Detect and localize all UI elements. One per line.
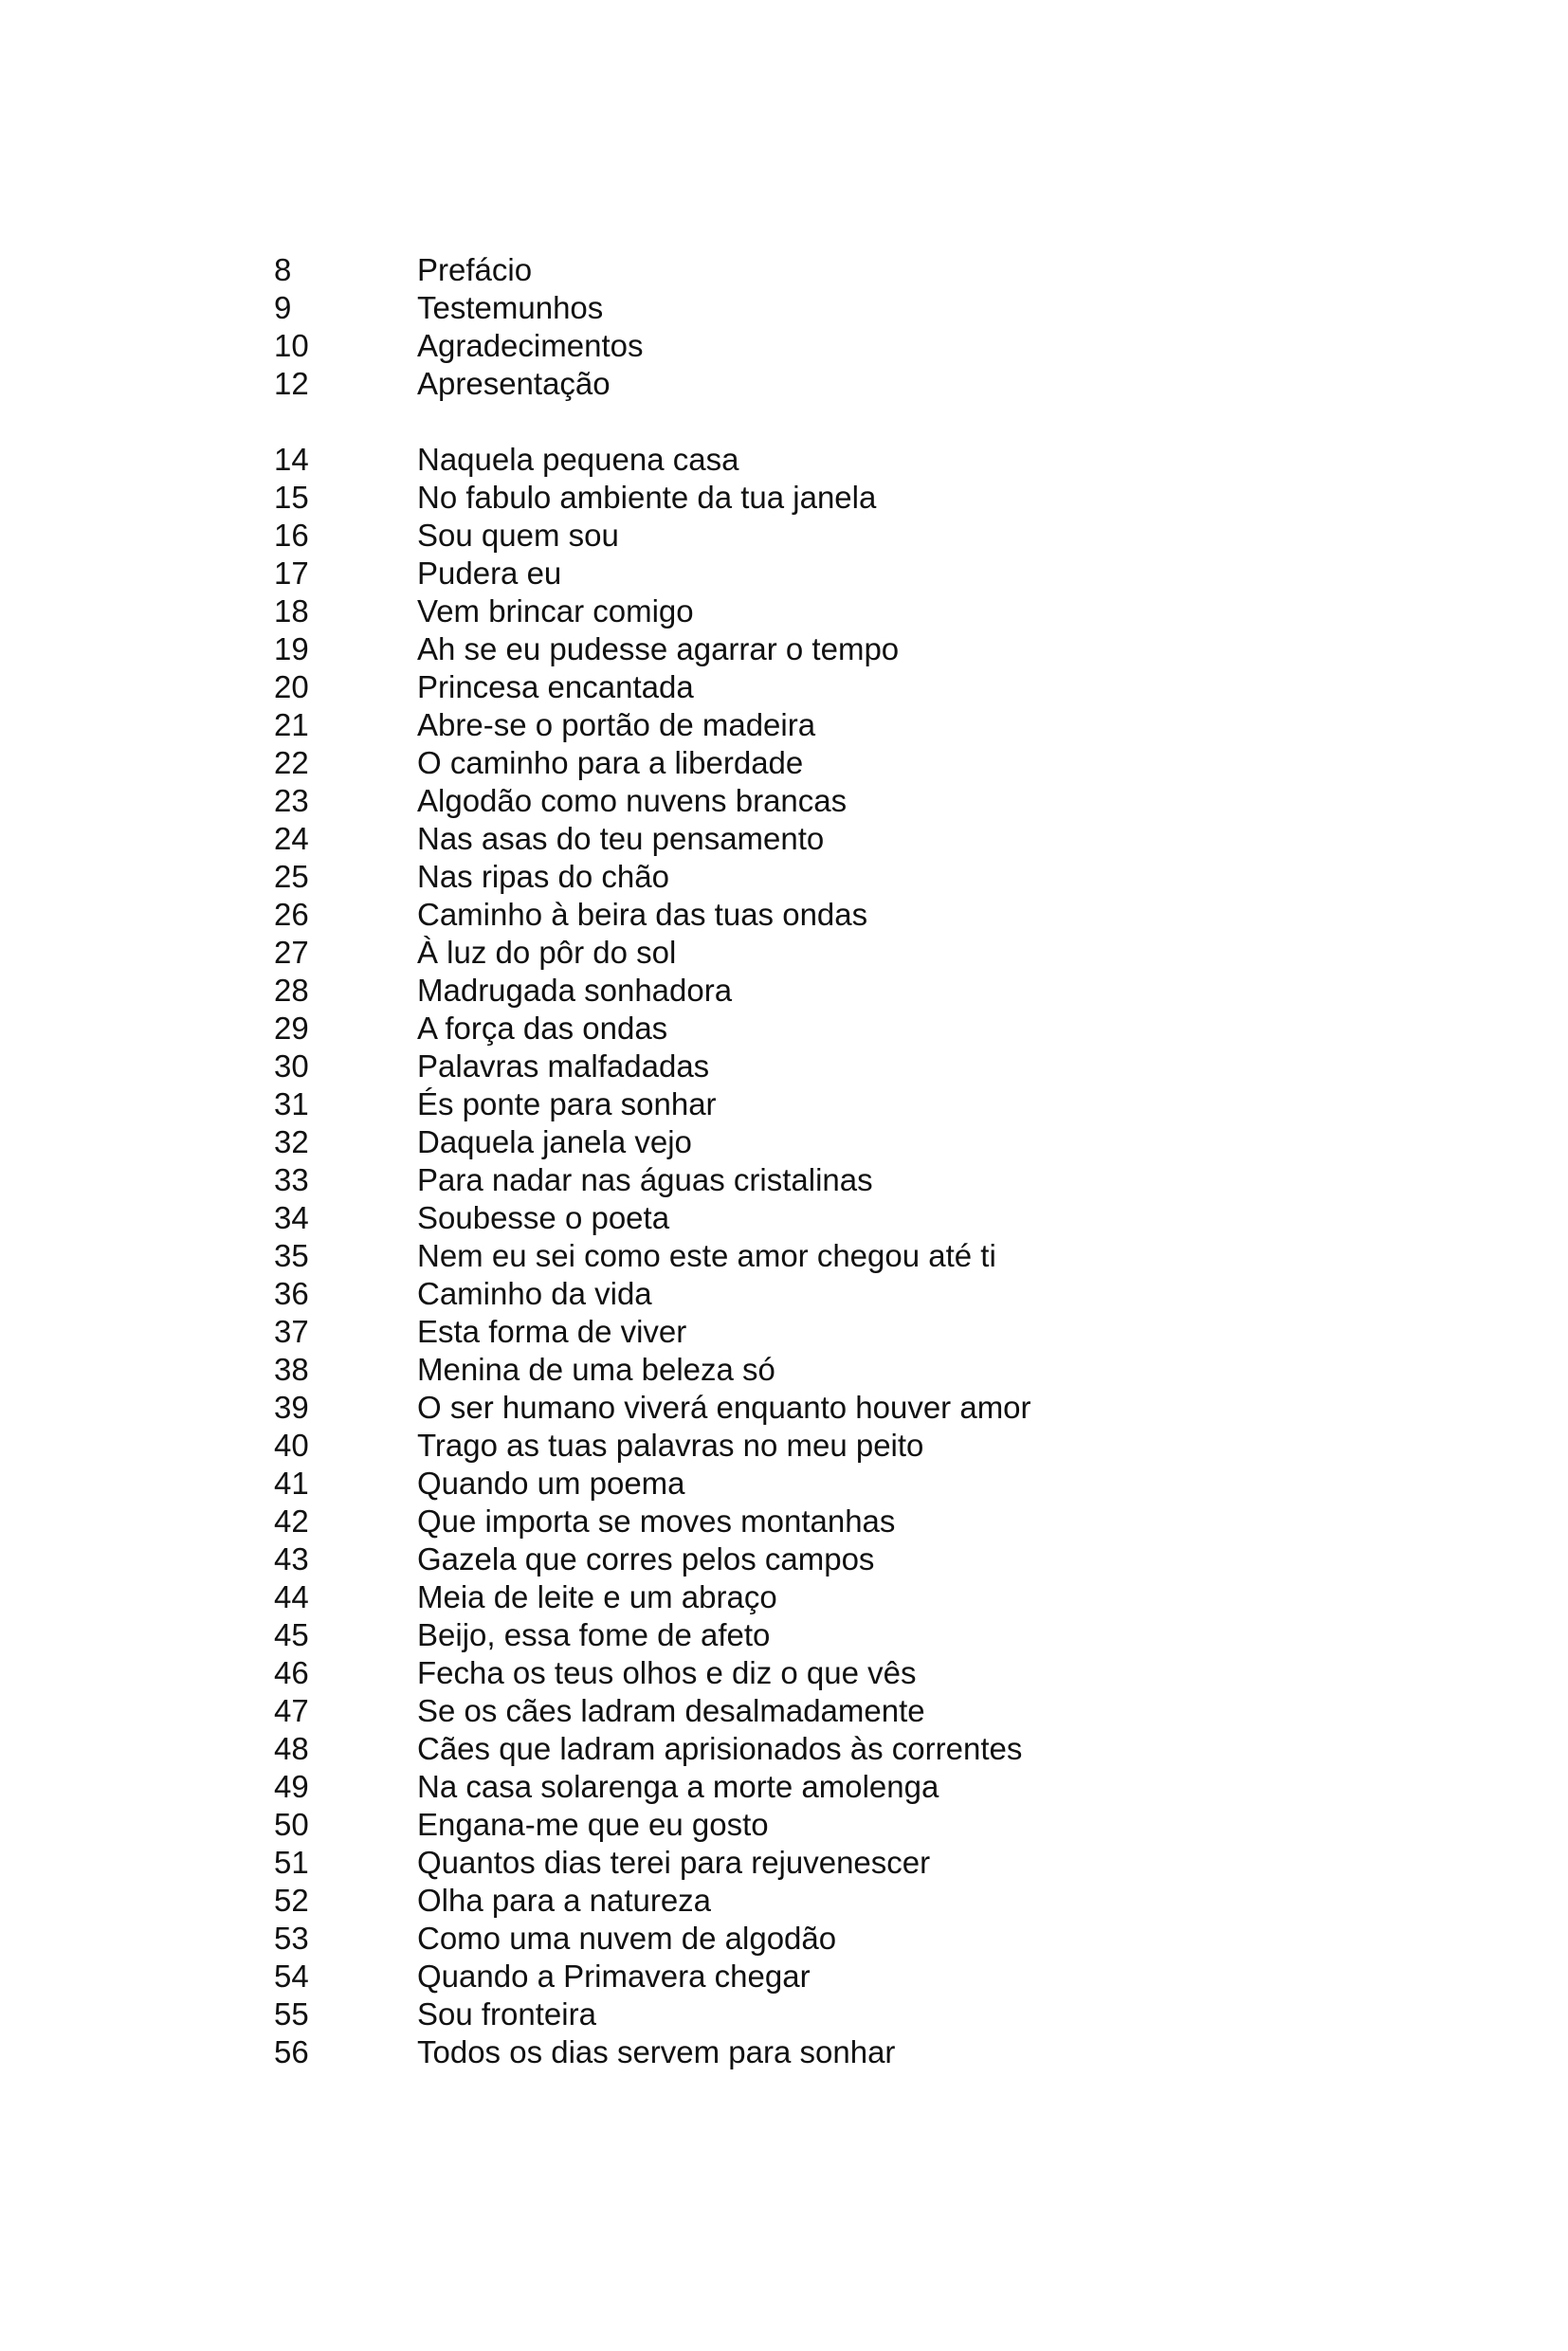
toc-page-number: 56 [274, 2034, 309, 2069]
toc-page-number: 52 [274, 1883, 309, 1918]
toc-entry [274, 1351, 1317, 1389]
toc-entry [274, 630, 1317, 668]
toc-entry-title: Caminho à beira das tuas ondas [417, 897, 868, 932]
toc-entry [274, 555, 1317, 592]
toc-entry [274, 2033, 1317, 2071]
toc-page-number: 17 [274, 556, 309, 591]
toc-page-number: 35 [274, 1238, 309, 1273]
toc-entry-title: Soubesse o poeta [417, 1200, 670, 1235]
toc-page-number: 22 [274, 745, 309, 780]
toc-page-number: 19 [274, 631, 309, 666]
toc-entry-title: Nas ripas do chão [417, 859, 669, 894]
toc-entry-title: Abre-se o portão de madeira [417, 707, 816, 742]
toc-page-number: 54 [274, 1959, 309, 1994]
toc-page-number: 24 [274, 821, 309, 856]
toc-page-number: 18 [274, 593, 309, 629]
toc-entry [274, 1958, 1317, 1996]
toc-entry-title: Princesa encantada [417, 669, 694, 704]
toc-page-number: 36 [274, 1276, 309, 1311]
toc-page-number: 30 [274, 1048, 309, 1084]
toc-entry [274, 782, 1317, 820]
toc-entry [274, 1427, 1317, 1465]
toc-entry-title: Cães que ladram aprisionados às correntes [417, 1731, 1023, 1766]
toc-entry [274, 706, 1317, 744]
toc-entry-title: És ponte para sonhar [417, 1086, 717, 1121]
toc-entry-title: Olha para a natureza [417, 1883, 712, 1918]
toc-entry-title: Vem brincar comigo [417, 593, 694, 629]
toc-entry [274, 1692, 1317, 1730]
toc-page-number: 39 [274, 1390, 309, 1425]
toc-entry [274, 365, 1317, 403]
toc-page-number: 34 [274, 1200, 309, 1235]
toc-entry-title: Trago as tuas palavras no meu peito [417, 1428, 924, 1463]
toc-entry-title: Na casa solarenga a morte amolenga [417, 1769, 939, 1804]
toc-entry-title: Beijo, essa fome de afeto [417, 1617, 771, 1652]
toc-entry [274, 517, 1317, 555]
toc-entry-title: Se os cães ladram desalmadamente [417, 1693, 925, 1728]
toc-entry-title: Nas asas do teu pensamento [417, 821, 825, 856]
toc-entry-title: Prefácio [417, 252, 533, 287]
toc-page-number: 14 [274, 442, 309, 477]
toc-entry [274, 1161, 1317, 1199]
toc-entry-title: Quando a Primavera chegar [417, 1959, 811, 1994]
toc-entry [274, 1503, 1317, 1540]
toc-page-number: 44 [274, 1579, 309, 1614]
toc-page-number: 47 [274, 1693, 309, 1728]
toc-entry-title: Gazela que corres pelos campos [417, 1541, 875, 1576]
toc-entry [274, 1616, 1317, 1654]
toc-entry-title: Engana-me que eu gosto [417, 1807, 769, 1842]
toc-page-number: 21 [274, 707, 309, 742]
toc-entry-title: Sou fronteira [417, 1996, 596, 2032]
toc-entry-title: Fecha os teus olhos e diz o que vês [417, 1655, 917, 1690]
toc-entry [274, 1730, 1317, 1768]
toc-page-number: 50 [274, 1807, 309, 1842]
toc-entry [274, 441, 1317, 479]
toc-entry [274, 820, 1317, 858]
toc-entry [274, 1123, 1317, 1161]
toc-page-number: 53 [274, 1921, 309, 1956]
toc-entry [274, 1275, 1317, 1313]
toc-page-number: 29 [274, 1011, 309, 1046]
toc-page-number: 28 [274, 973, 309, 1008]
toc-entry-title: Algodão como nuvens brancas [417, 783, 848, 818]
toc-entry-title: Menina de uma beleza só [417, 1352, 775, 1387]
toc-page-number: 37 [274, 1314, 309, 1349]
toc-entry-title: Caminho da vida [417, 1276, 652, 1311]
toc-entry-title: O ser humano viverá enquanto houver amor [417, 1390, 1031, 1425]
toc-entry-title: Madrugada sonhadora [417, 973, 733, 1008]
toc-entry-title: Testemunhos [417, 290, 604, 325]
toc-page-number: 26 [274, 897, 309, 932]
toc-page-number: 38 [274, 1352, 309, 1387]
toc-entry [274, 972, 1317, 1010]
toc-page-number: 48 [274, 1731, 309, 1766]
toc-entry [274, 251, 1317, 289]
toc-page-number: 25 [274, 859, 309, 894]
toc-entry [274, 744, 1317, 782]
toc-page-number: 46 [274, 1655, 309, 1690]
toc-entry [274, 934, 1317, 972]
toc-entry [274, 1920, 1317, 1958]
toc-entry-title: Agradecimentos [417, 328, 644, 363]
toc-entry [274, 1237, 1317, 1275]
toc-entry-title: Sou quem sou [417, 518, 619, 553]
toc-page-number: 40 [274, 1428, 309, 1463]
toc-page-number: 8 [274, 252, 292, 287]
toc-page-number: 49 [274, 1769, 309, 1804]
toc-entry [274, 1085, 1317, 1123]
toc-entry-title: Nem eu sei como este amor chegou até ti [417, 1238, 996, 1273]
toc-page-number: 42 [274, 1504, 309, 1539]
toc-entry-title: Quando um poema [417, 1466, 685, 1501]
toc-entry-title: Como uma nuvem de algodão [417, 1921, 837, 1956]
toc-entry [274, 1313, 1317, 1351]
toc-entry [274, 1844, 1317, 1882]
toc-page-number: 32 [274, 1124, 309, 1159]
toc-entry-title: Quantos dias terei para rejuvenescer [417, 1845, 931, 1880]
toc-entry-title: Apresentação [417, 366, 611, 401]
toc-entry-title: O caminho para a liberdade [417, 745, 804, 780]
toc-entry [274, 1465, 1317, 1503]
toc-entry [274, 479, 1317, 517]
toc-page-number: 20 [274, 669, 309, 704]
toc-entry [274, 1996, 1317, 2033]
toc-entry [274, 327, 1317, 365]
toc-entry-title: Meia de leite e um abraço [417, 1579, 777, 1614]
toc-entry-title: Esta forma de viver [417, 1314, 687, 1349]
toc-page-number: 33 [274, 1162, 309, 1197]
toc-entry [274, 1578, 1317, 1616]
toc-entry [274, 1010, 1317, 1048]
toc-page-number: 55 [274, 1996, 309, 2032]
toc-entry-title: Que importa se moves montanhas [417, 1504, 896, 1539]
toc-entry-title: Naquela pequena casa [417, 442, 739, 477]
toc-entry [274, 1806, 1317, 1844]
toc-page-number: 23 [274, 783, 309, 818]
toc-entry-title: Todos os dias servem para sonhar [417, 2034, 896, 2069]
toc-entry [274, 896, 1317, 934]
toc-entry [274, 592, 1317, 630]
toc-entry-title: Palavras malfadadas [417, 1048, 710, 1084]
toc-entry-title: Pudera eu [417, 556, 562, 591]
toc-entry-title: No fabulo ambiente da tua janela [417, 480, 877, 515]
toc-entry [274, 289, 1317, 327]
toc-entry [274, 858, 1317, 896]
table-of-contents [274, 251, 1317, 2071]
toc-entry [274, 1048, 1317, 1085]
toc-entry-title: Ah se eu pudesse agarrar o tempo [417, 631, 900, 666]
toc-entry [274, 1199, 1317, 1237]
toc-entry [274, 1654, 1317, 1692]
toc-entry-title: À luz do pôr do sol [417, 935, 677, 970]
toc-page-number: 12 [274, 366, 309, 401]
toc-entry-title: Daquela janela vejo [417, 1124, 692, 1159]
toc-entry-title: A força das ondas [417, 1011, 668, 1046]
toc-page-number: 43 [274, 1541, 309, 1576]
toc-poems [274, 441, 1317, 2071]
toc-page-number: 27 [274, 935, 309, 970]
toc-entry-title: Para nadar nas águas cristalinas [417, 1162, 873, 1197]
toc-front-matter [274, 251, 1317, 403]
toc-entry [274, 1768, 1317, 1806]
toc-entry [274, 1389, 1317, 1427]
toc-page-number: 16 [274, 518, 309, 553]
toc-page-number: 9 [274, 290, 292, 325]
toc-page-number: 15 [274, 480, 309, 515]
toc-page-number: 51 [274, 1845, 309, 1880]
toc-entry [274, 1540, 1317, 1578]
toc-entry [274, 668, 1317, 706]
toc-page-number: 10 [274, 328, 309, 363]
toc-page-number: 31 [274, 1086, 309, 1121]
toc-page-number: 41 [274, 1466, 309, 1501]
toc-entry [274, 1882, 1317, 1920]
toc-page-number: 45 [274, 1617, 309, 1652]
